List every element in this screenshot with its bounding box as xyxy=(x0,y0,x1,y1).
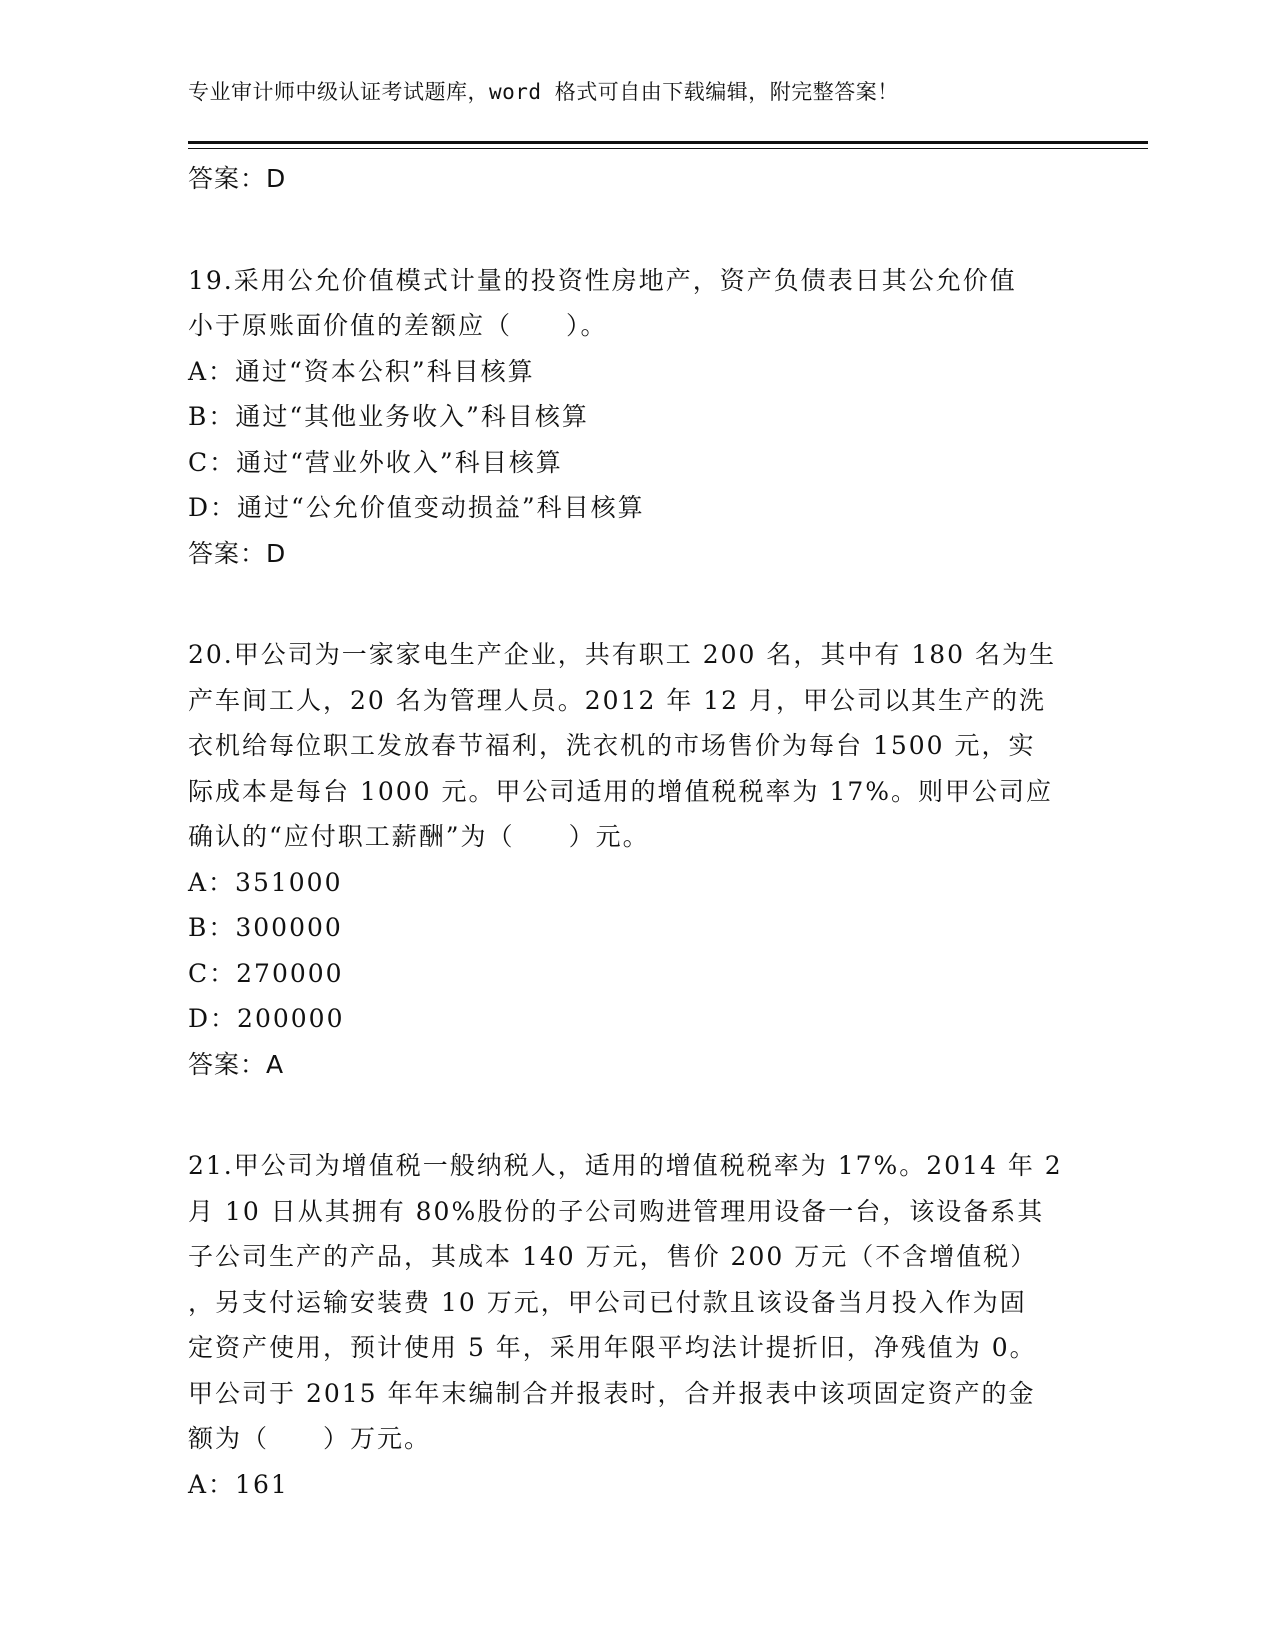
stem-line: 定资产使用，预计使用 5 年，采用年限平均法计提折旧，净残值为 0。 xyxy=(188,1333,1037,1362)
option-a: A：161 xyxy=(188,1469,289,1499)
header-rule-thick xyxy=(188,141,1148,144)
answer-20: 答案：A xyxy=(188,1049,285,1079)
stem-line: 21.甲公司为增值税一般纳税人，适用的增值税税率为 17%。2014 年 2 xyxy=(188,1151,1063,1180)
stem-line: 19.采用公允价值模式计量的投资性房地产，资产负债表日其公允价值 xyxy=(188,265,1017,295)
stem-line: 月 10 日从其拥有 80%股份的子公司购进管理用设备一台，该设备系其 xyxy=(188,1196,1045,1226)
stem-line: 小于原账面价值的差额应（ ）。 xyxy=(188,311,608,340)
header-rule-thin xyxy=(188,148,1148,149)
question-21 xyxy=(188,1143,1068,1507)
stem-line: ，另支付运输安装费 10 万元，甲公司已付款且该设备当月投入作为固 xyxy=(188,1287,1027,1317)
stem-line: 20.甲公司为一家家电生产企业，共有职工 200 名，其中有 180 名为生 xyxy=(188,640,1056,669)
option-b: B：通过“其他业务收入”科目核算 xyxy=(188,402,589,431)
document-body xyxy=(188,156,1068,1507)
question-20-stem xyxy=(188,632,1068,860)
option-d: D：通过“公允价值变动损益”科目核算 xyxy=(188,493,645,522)
stem-line: 际成本是每台 1000 元。甲公司适用的增值税税率为 17%。则甲公司应 xyxy=(188,776,1054,806)
option-a: A：通过“资本公积”科目核算 xyxy=(188,356,535,386)
question-21-stem xyxy=(188,1143,1068,1462)
stem-line: 衣机给每位职工发放春节福利，洗衣机的市场售价为每台 1500 元，实 xyxy=(188,731,1036,760)
stem-line: 子公司生产的产品，其成本 140 万元，售价 200 万元（不含增值税） xyxy=(188,1242,1038,1271)
question-20 xyxy=(188,632,1068,1087)
spacer xyxy=(188,202,1068,258)
option-c: C：270000 xyxy=(188,958,344,988)
stem-line: 甲公司于 2015 年年末编制合并报表时，合并报表中该项固定资产的金 xyxy=(188,1378,1036,1408)
option-c: C：通过“营业外收入”科目核算 xyxy=(188,447,563,477)
question-19 xyxy=(188,258,1068,577)
answer-prev: 答案：D xyxy=(188,164,287,193)
stem-line: 额为（ ）万元。 xyxy=(188,1424,432,1453)
stem-line: 确认的“应付职工薪酬”为（ ）元。 xyxy=(188,822,650,851)
spacer xyxy=(188,1087,1068,1143)
question-19-stem xyxy=(188,258,1068,349)
stem-line: 产车间工人，20 名为管理人员。2012 年 12 月，甲公司以其生产的洗 xyxy=(188,685,1047,715)
option-b: B：300000 xyxy=(188,913,343,942)
page-header: 专业审计师中级认证考试题库，word 格式可自由下载编辑，附完整答案！ xyxy=(188,80,899,104)
option-d: D：200000 xyxy=(188,1004,345,1033)
option-a: A：351000 xyxy=(188,867,343,897)
answer-19: 答案：D xyxy=(188,538,287,568)
spacer xyxy=(188,576,1068,632)
